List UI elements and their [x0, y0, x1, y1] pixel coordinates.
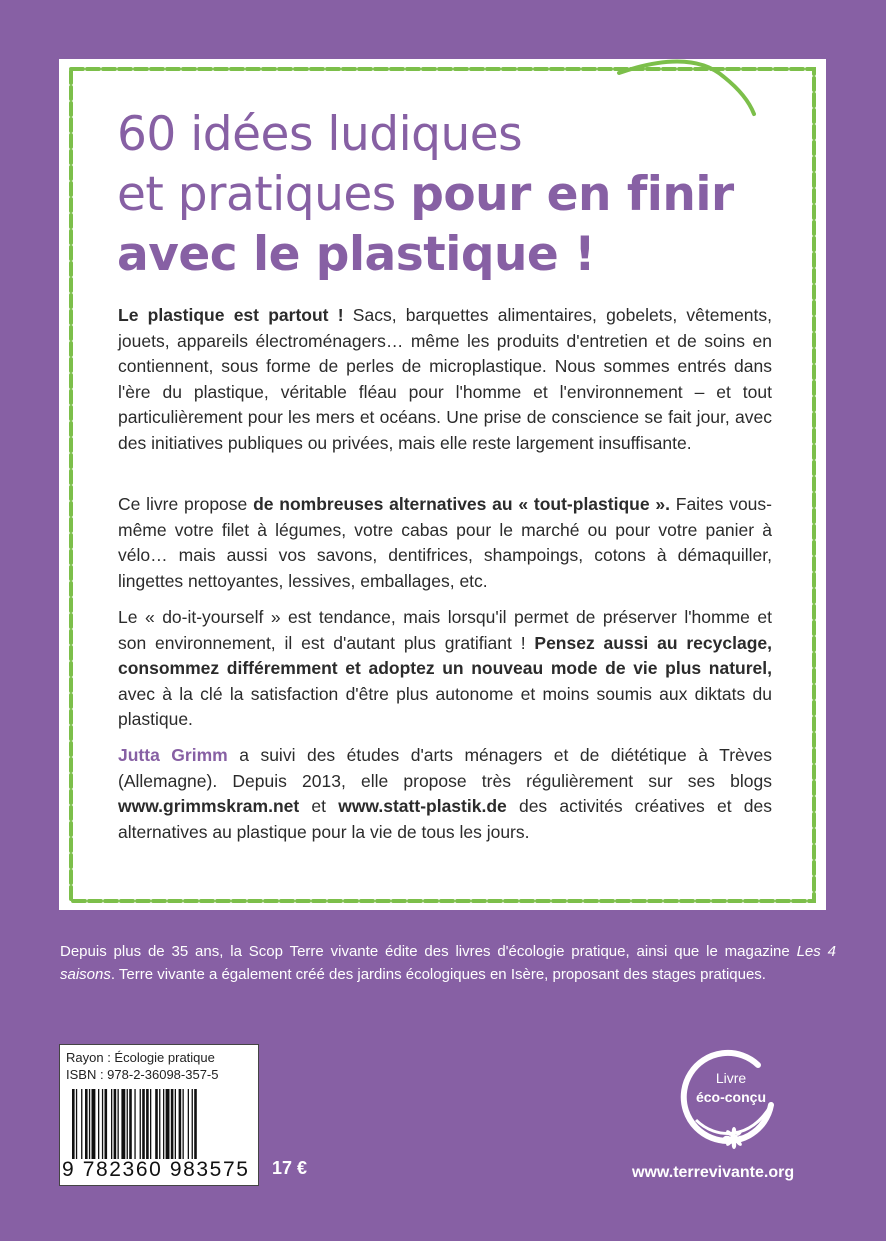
- barcode-bar: [146, 1089, 149, 1159]
- barcode-bars: [68, 1089, 250, 1159]
- barcode-bar: [76, 1089, 77, 1159]
- barcode-bar: [105, 1089, 108, 1159]
- barcode-bar: [179, 1089, 182, 1159]
- barcode-bar: [159, 1089, 160, 1159]
- content-panel: [59, 59, 826, 910]
- barcode-bar: [194, 1089, 197, 1159]
- barcode-bar: [150, 1089, 151, 1159]
- barcode-bar: [121, 1089, 125, 1159]
- alt-bold: de nombreuses alternatives au « tout-plastique ».: [253, 494, 670, 514]
- alt-text2: Faites vous-même votre filet à légumes, votre cabas pour le marché ou pour votre panier à vélo… mais aussi vos savons, dentifrices, shampoings, cotons à démaquiller, lingettes nettoyantes, lessives, emballages, etc.: [118, 494, 772, 591]
- barcode-bar: [140, 1089, 141, 1159]
- barcode-bar: [81, 1089, 82, 1159]
- intro-bold: Le plastique est partout !: [118, 305, 344, 325]
- intro-text: Sacs, barquettes alimentaires, gobelets, vêtements, jouets, appareils électroménagers… même les produits d'entretien et de soins en contiennent, sous forme de perles de microplastique. Nous sommes entrés dans l'ère du plastique, véritable fléau pour l'homme et l'environnement – et tout particulièrement pour les mers et océans. Une prise de conscience se fait jour, avec des initiatives publiques ou privées, mais elle reste largement insuffisante.: [118, 305, 773, 453]
- barcode-number: 9 782360 983575: [62, 1158, 250, 1181]
- barcode-bar: [111, 1089, 112, 1159]
- magazine-name: Les 4 saisons: [60, 943, 836, 983]
- logo-line2: éco-conçu: [695, 1089, 766, 1105]
- blog-link-2[interactable]: www.statt-plastik.de: [338, 796, 507, 816]
- rayon-label: Rayon : Écologie pratique: [66, 1050, 215, 1065]
- barcode-bar: [114, 1089, 117, 1159]
- barcode-bar: [92, 1089, 96, 1159]
- barcode-bar: [171, 1089, 174, 1159]
- barcode-bar: [89, 1089, 90, 1159]
- barcode-bar: [163, 1089, 164, 1159]
- diy-text2: avec à la clé la satisfaction d'être plus autonome et moins soumis aux diktats du plastique.: [118, 683, 772, 729]
- diy-text1: Le « do-it-yourself » est tendance, mais lorsqu'il permet de préserver l'homme et son environnement, il est d'autant plus gratifiant !: [118, 607, 772, 653]
- website-link[interactable]: www.terrevivante.org: [632, 1164, 795, 1181]
- diy-bold: Pensez aussi au recyclage, consommez différemment et adoptez un nouveau mode de vie plus naturel,: [118, 632, 772, 678]
- barcode-bar: [183, 1089, 184, 1159]
- author-name: Jutta Grimm: [118, 745, 228, 765]
- isbn-label: ISBN : 978-2-36098-357-5: [66, 1067, 219, 1082]
- barcode-bar: [129, 1089, 132, 1159]
- barcode-bar: [134, 1089, 135, 1159]
- title-line1: 60 idées ludiques: [117, 107, 523, 162]
- alternatives-paragraph: [118, 492, 772, 594]
- barcode-bar: [127, 1089, 128, 1159]
- barcode-box: [59, 1044, 259, 1186]
- barcode-bar: [98, 1089, 99, 1159]
- barcode-bar: [192, 1089, 193, 1159]
- title-line2-bold: pour en finir: [410, 167, 734, 222]
- barcode-bar: [155, 1089, 158, 1159]
- eco-design-logo: [676, 1045, 786, 1155]
- barcode-bar: [118, 1089, 119, 1159]
- page-title: [117, 105, 797, 285]
- barcode-bar: [188, 1089, 189, 1159]
- barcode-bar: [85, 1089, 88, 1159]
- publisher-blurb: [60, 940, 836, 986]
- author-text2: des activités créatives et des alternatives au plastique pour la vie de tous les jours.: [118, 796, 772, 842]
- logo-line1: Livre: [715, 1070, 747, 1086]
- author-bio: [118, 743, 772, 845]
- intro-paragraph: [118, 303, 772, 456]
- barcode-bar: [102, 1089, 103, 1159]
- barcode-bar: [142, 1089, 145, 1159]
- barcode-bar: [72, 1089, 75, 1159]
- diy-paragraph: [118, 605, 772, 733]
- author-text1: a suivi des études d'arts ménagers et de diététique à Trèves (Allemagne). Depuis 2013, elle propose très régulièrement sur ses blogs: [118, 745, 772, 791]
- publisher-text1: Depuis plus de 35 ans, la Scop Terre vivante édite des livres d'écologie pratique, ainsi que le magazine: [60, 943, 797, 960]
- alt-text1: Ce livre propose: [118, 494, 254, 514]
- price: 17 €: [272, 1158, 308, 1178]
- barcode-bar: [166, 1089, 170, 1159]
- publisher-text2: . Terre vivante a également créé des jardins écologiques en Isère, proposant des stages pratiques.: [110, 966, 766, 983]
- title-line2-light: et pratiques: [117, 167, 411, 222]
- title-line3: avec le plastique !: [117, 227, 596, 282]
- author-and: et: [299, 796, 339, 816]
- barcode-bar: [175, 1089, 176, 1159]
- blog-link-1[interactable]: www.grimmskram.net: [118, 796, 300, 816]
